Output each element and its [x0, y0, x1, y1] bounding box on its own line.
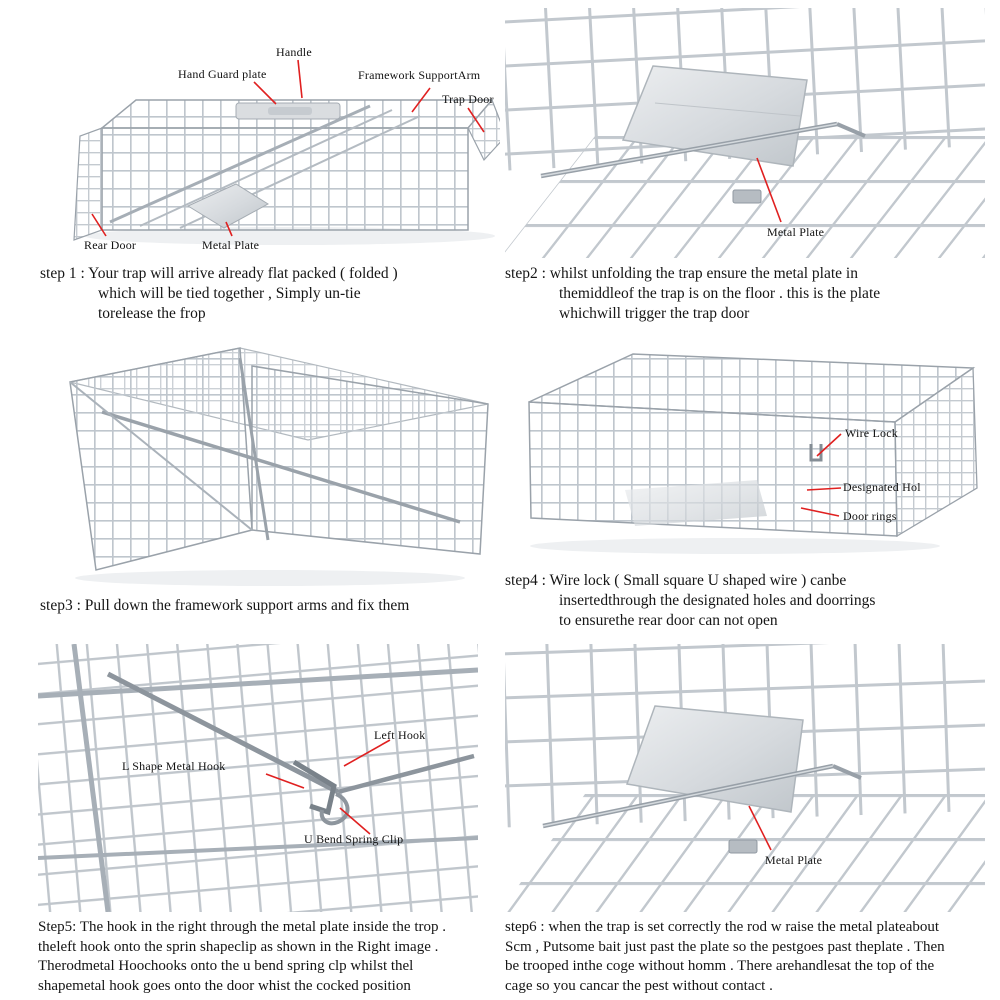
annotation-label-metal-plate: Metal Plate: [765, 853, 823, 867]
caption-line: step2 : whilst unfolding the trap ensure the metal plate in: [505, 265, 858, 282]
caption-line: cage so you cancar the pest without contact .: [505, 977, 773, 994]
caption-line: themiddleof the trap is on the floor . this is the plate: [559, 284, 881, 302]
caption-line: Therodmetal Hoochooks onto the u bend spring clp whilst thel: [38, 958, 414, 974]
step5-mechanism-illustration: [38, 644, 478, 912]
annotation-label-framework-support-arm: Framework SupportArm: [358, 68, 481, 82]
step5-caption: [38, 918, 478, 996]
annotation-label-metal-plate: Metal Plate: [767, 225, 825, 239]
step6-caption: [505, 918, 985, 996]
annotation-label-metal-plate: Metal Plate: [202, 238, 260, 252]
step1-caption: [40, 264, 500, 323]
hinge: [729, 840, 757, 853]
annotation-label-l-shape-metal-hook: L Shape Metal Hook: [122, 759, 226, 773]
annotation-label-hand-guard-plate: Hand Guard plate: [178, 67, 267, 81]
annotation-label-rear-door: Rear Door: [84, 238, 137, 252]
annotation-label-designated-hole: Designated Hol: [843, 480, 921, 494]
caption-line: which will be tied together , Simply un-tie: [98, 284, 361, 302]
caption-line: step4 : Wire lock ( Small square U shaped wire ) canbe: [505, 572, 847, 589]
step2-photo: [505, 8, 985, 258]
annotation-label-left-hook: Left Hook: [374, 728, 426, 742]
panel-step1: [40, 8, 500, 323]
step4-photo: [505, 340, 985, 565]
step2-cage-illustration: [505, 8, 985, 258]
caption-line: Step5: The hook in the right through the metal plate inside the trop .: [38, 919, 446, 935]
caption-line: theleft hook onto the sprin shapeclip as shown in the Right image .: [38, 938, 439, 955]
annotation-label-trap-door: Trap Door: [442, 92, 494, 106]
panel-step3: [40, 340, 500, 616]
caption-line: whichwill trigger the trap door: [559, 304, 750, 322]
caption-line: Scm , Putsome bait just past the plate so the pestgoes past theplate . Then: [505, 938, 945, 955]
step5-photo: [38, 644, 478, 912]
step2-caption: [505, 264, 985, 323]
hinge: [733, 190, 761, 203]
step4-cage-illustration: [505, 340, 985, 565]
panel-step6: [505, 644, 985, 996]
caption-line: insertedthrough the designated holes and doorrings: [559, 591, 876, 609]
step4-caption: [505, 571, 985, 630]
step3-photo: [40, 340, 500, 588]
panel-step5: [38, 644, 478, 996]
unfolding-cage: [70, 348, 488, 570]
annotation-label-door-rings: Door rings: [843, 509, 897, 523]
caption-line: shapemetal hook goes onto the door whist the cocked position: [38, 977, 411, 994]
handle-shape: [236, 103, 340, 119]
annotation-label-u-bend-spring-clip: U Bend Spring Clip: [304, 832, 404, 846]
cage-body: [529, 354, 977, 536]
caption-line: step6 : when the trap is set correctly the rod w raise the metal plateabout: [505, 919, 940, 935]
step3-caption: [40, 596, 500, 616]
caption-line: be trooped inthe coge without homm . There arehandlesat the top of the: [505, 958, 935, 974]
panel-step4: [505, 340, 985, 630]
caption-line: to ensurethe rear door can not open: [559, 611, 778, 629]
caption-line: torelease the frop: [98, 304, 206, 322]
caption-line: step3 : Pull down the framework support arms and fix them: [40, 597, 410, 614]
step6-photo: [505, 644, 985, 912]
step1-photo: [40, 8, 500, 258]
folded-cage: [74, 100, 500, 240]
panel-step2: [505, 8, 985, 323]
caption-line: step 1 : Your trap will arrive already flat packed ( folded ): [40, 265, 398, 282]
shadow: [530, 538, 940, 554]
step1-cage-illustration: [40, 8, 500, 258]
annotation-label-handle: Handle: [276, 45, 312, 59]
shadow: [75, 570, 465, 586]
annotation-label-wire-lock: Wire Lock: [845, 426, 898, 440]
step3-cage-illustration: [40, 340, 500, 588]
step6-cage-illustration: [505, 644, 985, 912]
